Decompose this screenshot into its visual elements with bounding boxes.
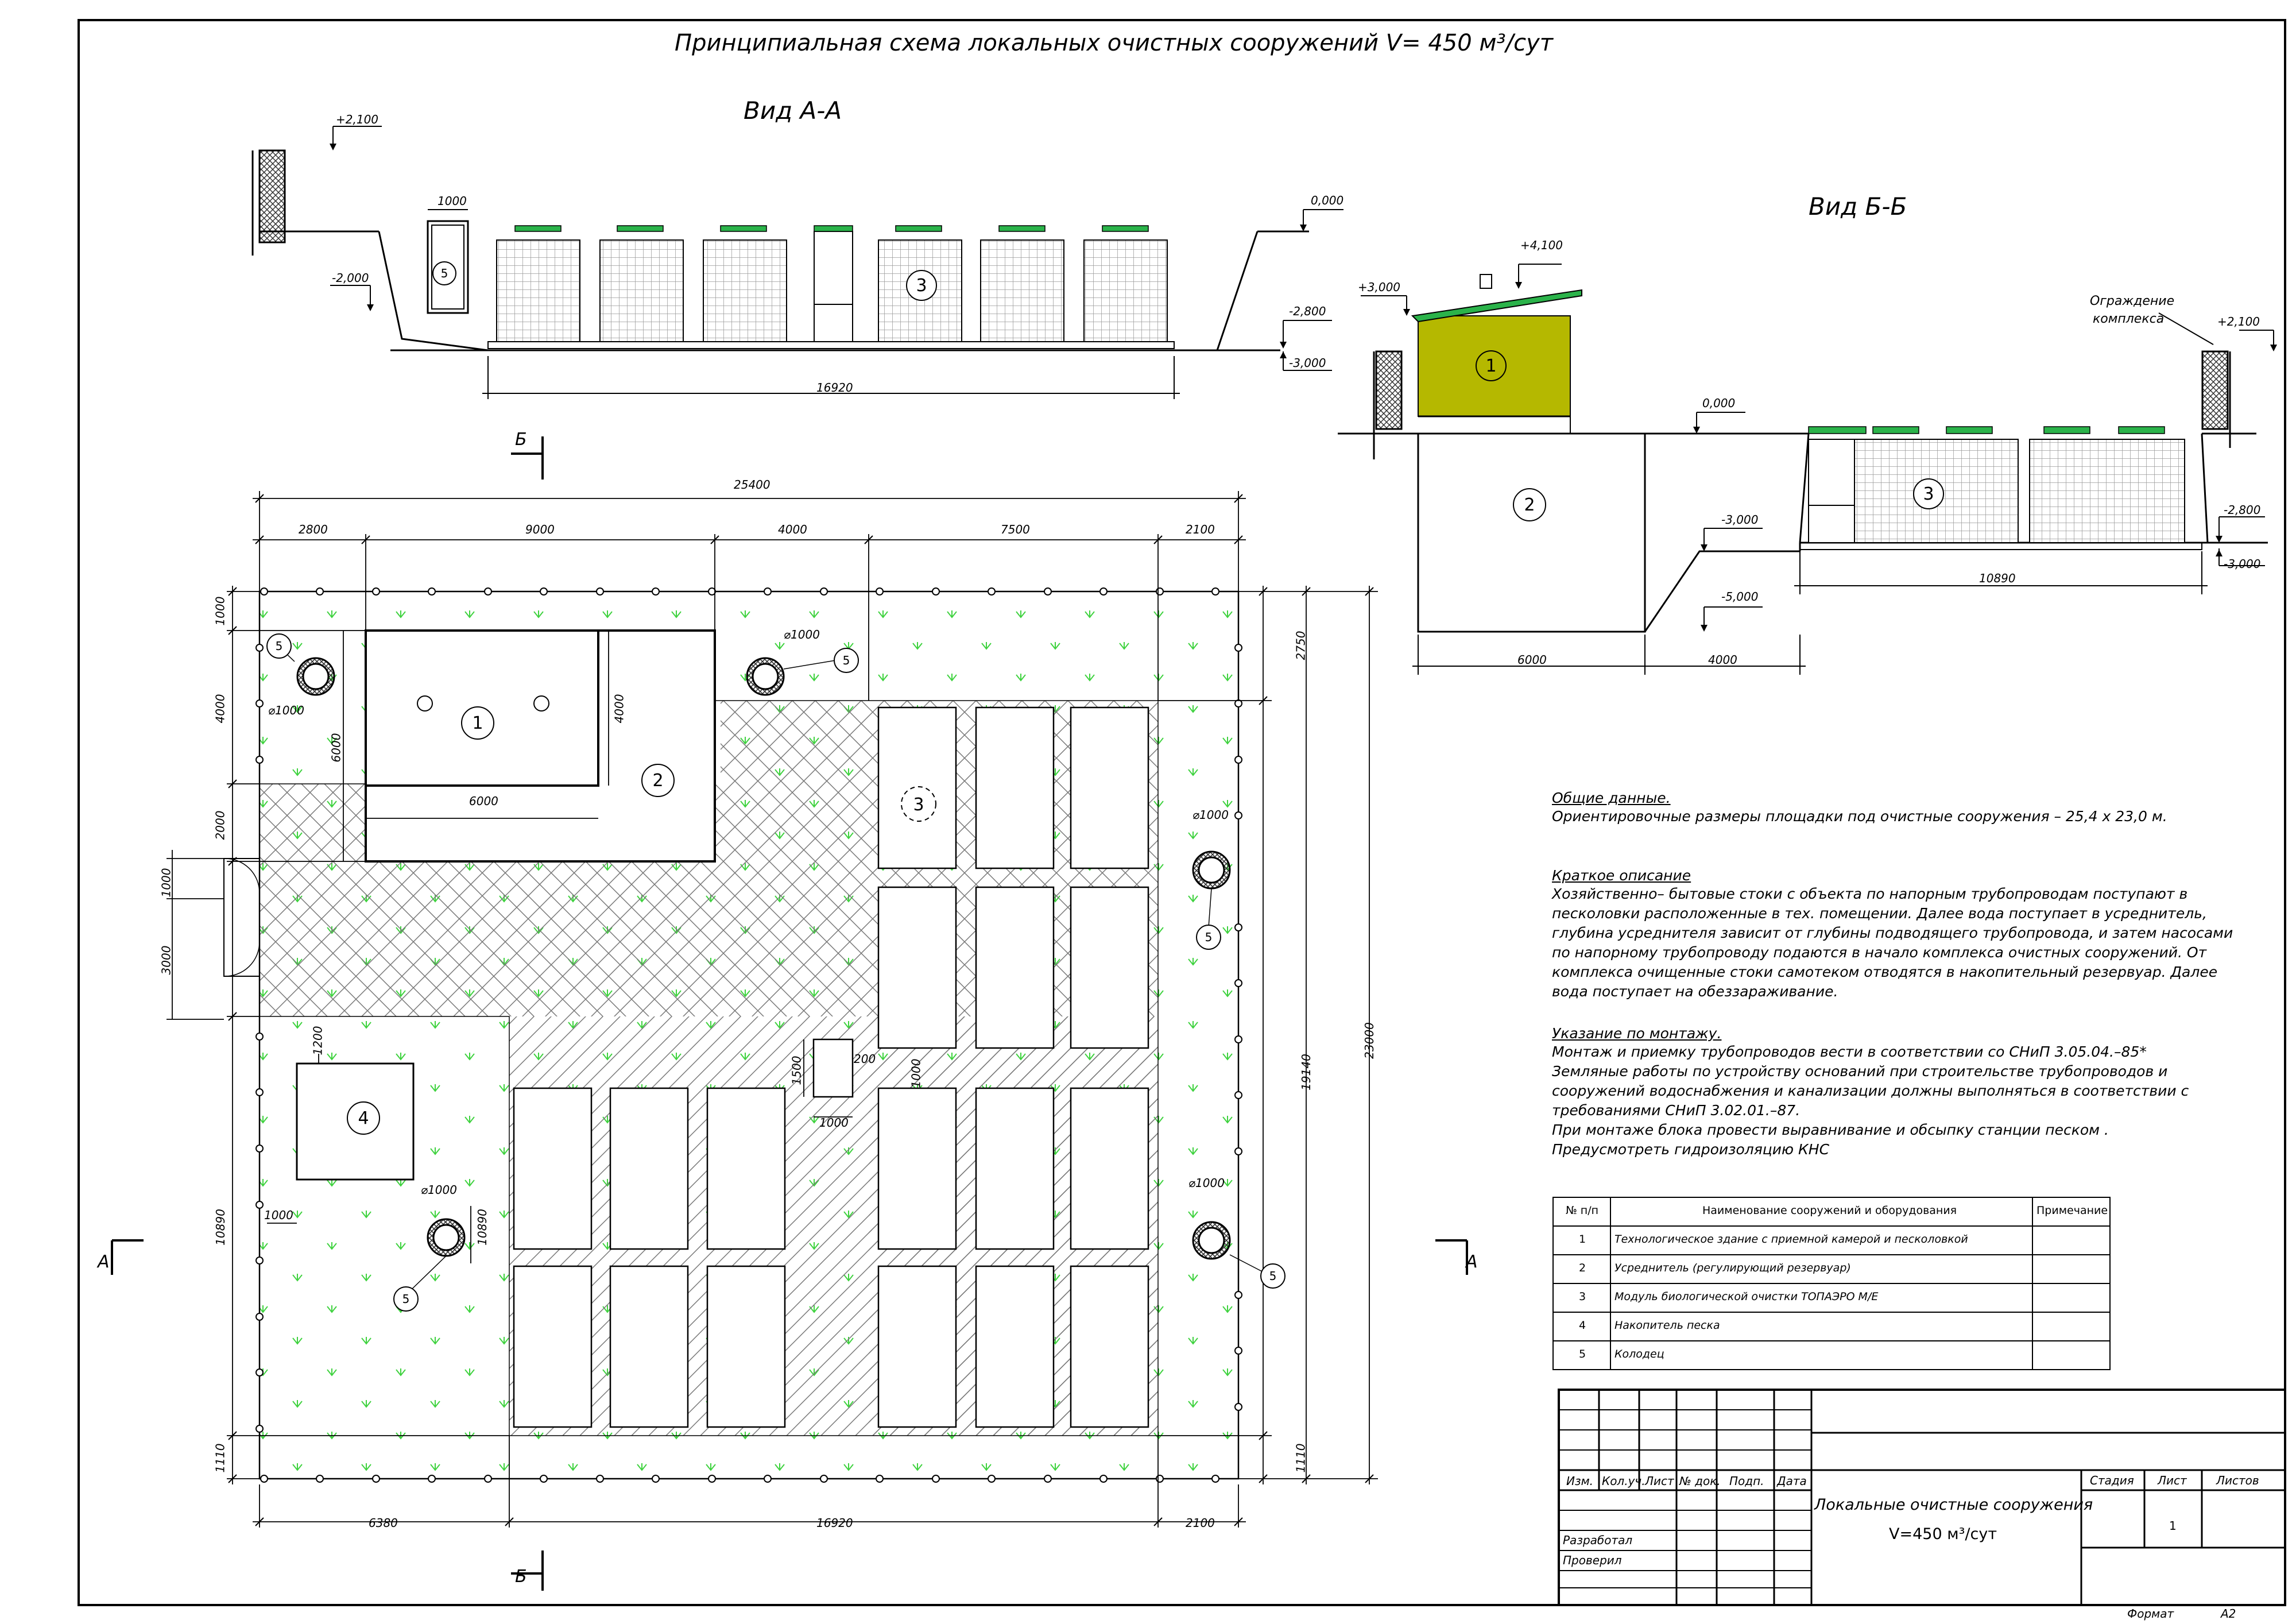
level-label: +3,000 (1358, 280, 1401, 294)
section-mark-b: Б (515, 430, 527, 450)
legend-table-grid (1553, 1197, 2110, 1370)
level-label: +4,100 (1520, 238, 1563, 252)
dimension-label: 4000 (1708, 653, 1737, 667)
description-line: комплекса очищенные стоки самотеком отводятся в накопительный резервуар. Далее (1552, 964, 2218, 980)
dimension-label: 3000 (159, 945, 173, 975)
well-diameter-label: ⌀1000 (1188, 1176, 1225, 1190)
marker-label: 5 (1269, 1269, 1277, 1283)
level-label: +2,100 (336, 113, 379, 126)
mounting-line: требованиями СНиП 3.02.01.–87. (1552, 1102, 1801, 1119)
level-label: -2,000 (332, 271, 369, 285)
marker-1 (461, 706, 494, 740)
dimension-label: 1000 (159, 868, 173, 898)
level-label: -3,000 (1289, 356, 1326, 370)
dimension-label: 1000 (213, 596, 227, 626)
dimension-label: 6000 (1517, 653, 1547, 667)
dimension-label: 4000 (612, 694, 626, 724)
dimension-label: 10890 (475, 1209, 489, 1246)
stamp-col-label: Кол.уч. (1602, 1474, 1645, 1488)
stamp-stage-label: Стадия (2090, 1474, 2134, 1487)
stamp-sheet-number: 1 (2169, 1519, 2177, 1533)
marker-5 (834, 648, 859, 673)
mounting-line: Монтаж и приемку трубопроводов вести в соответствии со СНиП 3.05.04.–85* (1552, 1043, 2147, 1060)
dimension-label: 9000 (525, 523, 555, 536)
legend-row-name: Модуль биологической очистки ТОПАЭРО М/Е (1614, 1290, 1879, 1303)
mounting-heading: Указание по монтажу. (1552, 1025, 1722, 1042)
marker-label: 5 (1205, 930, 1213, 944)
legend-row-number: 5 (1579, 1348, 1586, 1360)
marker-label: 3 (913, 794, 924, 815)
legend-header-name: Наименование сооружений и оборудования (1702, 1204, 1957, 1217)
marker-label: 3 (1923, 484, 1934, 504)
dimension-label: 1000 (909, 1058, 923, 1088)
dimension-label: 1000 (264, 1208, 293, 1222)
fence-label-line1: Ограждение (2090, 294, 2175, 308)
marker-label: 5 (402, 1292, 410, 1306)
description-line: песколовки расположенные в тех. помещении. Далее вода поступает в усреднитель, (1552, 905, 2207, 922)
section-mark-a: А (1466, 1252, 1478, 1272)
drawing-title: Принципиальная схема локальных очистных сооружений V= 450 м³/сут (675, 30, 1554, 56)
marker-label: 4 (358, 1108, 369, 1128)
stamp-col-label: Подп. (1729, 1474, 1764, 1488)
marker-3 (1913, 478, 1944, 509)
description-heading: Краткое описание (1552, 867, 1691, 884)
section-mark-a: А (98, 1252, 110, 1272)
description-line: Хозяйственно– бытовые стоки с объекта по напорным трубопроводам поступают в (1552, 886, 2188, 902)
dimension-label: 2750 (1294, 631, 1308, 660)
dimension-label: 2000 (213, 810, 227, 840)
dimension-label: 19140 (1299, 1054, 1313, 1091)
marker-5 (432, 261, 456, 285)
well-diameter-label: ⌀1000 (421, 1183, 457, 1197)
dimension-label: 1000 (819, 1116, 849, 1130)
stamp-developed: Разработал (1563, 1533, 1633, 1547)
view-bb-title: Вид Б-Б (1809, 192, 1907, 221)
description-line: вода поступает на обеззараживание. (1552, 983, 1838, 1000)
marker-label: 3 (916, 275, 927, 296)
marker-label: 2 (652, 770, 664, 791)
dimension-label: 6000 (329, 733, 343, 763)
level-label: -5,000 (1721, 590, 1759, 604)
dimension-label: 1110 (213, 1443, 227, 1473)
dimension-label: 10890 (213, 1209, 227, 1246)
marker-2 (1513, 488, 1546, 521)
marker-label: 5 (842, 654, 850, 667)
dimension-label: 10890 (1979, 571, 2016, 585)
format-label: Формат (2127, 1607, 2174, 1621)
stamp-sheets-label: Листов (2216, 1474, 2259, 1487)
mounting-line: сооружений водоснабжения и канализации должны выполняться в соответствии с (1552, 1082, 2189, 1099)
description-line: по напорному трубопроводу подаются в начало комплекса очистных сооружений. От (1552, 944, 2207, 961)
dimension-label: 6380 (369, 1516, 398, 1530)
level-label: -3,000 (1721, 513, 1759, 527)
mounting-line: Предусмотреть гидроизоляцию КНС (1552, 1141, 1830, 1158)
legend-row-name: Усреднитель (регулирующий резервуар) (1614, 1262, 1851, 1274)
dimension-label: 16920 (816, 381, 853, 395)
section-mark-b: Б (515, 1567, 527, 1587)
marker-5 (393, 1286, 419, 1312)
dimension-label: 4000 (213, 694, 227, 724)
marker-4 (347, 1101, 380, 1135)
stamp-checked: Проверил (1563, 1553, 1622, 1567)
dimension-label: 2800 (299, 523, 328, 536)
marker-5 (266, 633, 292, 659)
format-value: А2 (2221, 1607, 2236, 1621)
dimension-label: 2100 (1186, 523, 1215, 536)
stamp-sheet-label: Лист (2158, 1474, 2187, 1487)
marker-5 (1196, 925, 1221, 950)
marker-label: 2 (1524, 494, 1535, 515)
stamp-col-label: Лист (1645, 1474, 1674, 1488)
legend-row-number: 2 (1579, 1262, 1586, 1274)
mounting-line: Земляные работы по устройству оснований при строительстве трубопроводов и (1552, 1063, 2168, 1080)
view-aa-section (253, 126, 1343, 399)
legend-row-name: Технологическое здание с приемной камерой и песколовкой (1614, 1233, 1968, 1246)
level-label: 0,000 (1702, 396, 1736, 410)
dimension-label: 23000 (1362, 1022, 1376, 1059)
dimension-label: 1000 (437, 194, 467, 208)
stamp-col-label: № док. (1679, 1474, 1721, 1488)
dimension-label: 2100 (1186, 1516, 1215, 1530)
legend-row-number: 3 (1579, 1290, 1586, 1303)
stamp-name-line1: Локальные очистные сооружения (1814, 1496, 2093, 1514)
description-line: глубина усреднителя зависит от глубины подводящего трубопровода, и затем насосами (1552, 925, 2233, 941)
marker-3 (909, 795, 928, 814)
general-data-text: Ориентировочные размеры площадки под очистные сооружения – 25,4 х 23,0 м. (1552, 808, 2167, 825)
legend-row-name: Накопитель песка (1614, 1319, 1720, 1332)
level-label: +2,100 (2217, 315, 2260, 328)
dimension-label: 4000 (778, 523, 807, 536)
level-label: -2,800 (2224, 503, 2261, 517)
well-diameter-label: ⌀1000 (1192, 808, 1229, 822)
marker-3 (906, 270, 937, 301)
level-label: -2,800 (1289, 304, 1326, 318)
view-aa-title: Вид А-А (744, 96, 842, 125)
dimension-label: 1500 (789, 1055, 804, 1085)
legend-row-name: Колодец (1614, 1348, 1664, 1360)
marker-5 (1260, 1263, 1286, 1289)
stamp-col-label: Изм. (1566, 1474, 1594, 1488)
marker-label: 5 (275, 639, 283, 653)
dimension-label: 200 (854, 1052, 876, 1066)
legend-row-number: 4 (1579, 1319, 1586, 1332)
level-label: -3,000 (2224, 557, 2261, 571)
marker-label: 1 (1485, 355, 1497, 376)
marker-label: 1 (472, 713, 483, 733)
legend-header-note: Примечание (2036, 1204, 2108, 1217)
dimension-label: 25400 (734, 478, 771, 492)
dimension-label: 16920 (816, 1516, 853, 1530)
dimension-label: 1200 (311, 1026, 325, 1055)
marker-1 (1476, 350, 1507, 381)
well-diameter-label: ⌀1000 (784, 628, 820, 641)
fence-label-line2: комплекса (2093, 312, 2165, 326)
mounting-line: При монтаже блока провести выравнивание и обсыпку станции песком . (1552, 1122, 2109, 1138)
site-plan (112, 436, 1467, 1591)
marker-2 (641, 764, 675, 797)
legend-row-number: 1 (1579, 1233, 1586, 1246)
level-label: 0,000 (1311, 194, 1344, 207)
dimension-label: 7500 (1001, 523, 1030, 536)
dimension-label: 1110 (1294, 1443, 1308, 1473)
stamp-col-label: Дата (1777, 1474, 1807, 1488)
stamp-name-line2: V=450 м³/сут (1889, 1525, 1997, 1543)
legend-header-number: № п/п (1566, 1204, 1599, 1217)
marker-label: 5 (440, 266, 448, 280)
well-diameter-label: ⌀1000 (268, 703, 304, 717)
general-data-heading: Общие данные. (1552, 790, 1671, 806)
dimension-label: 6000 (469, 794, 498, 808)
